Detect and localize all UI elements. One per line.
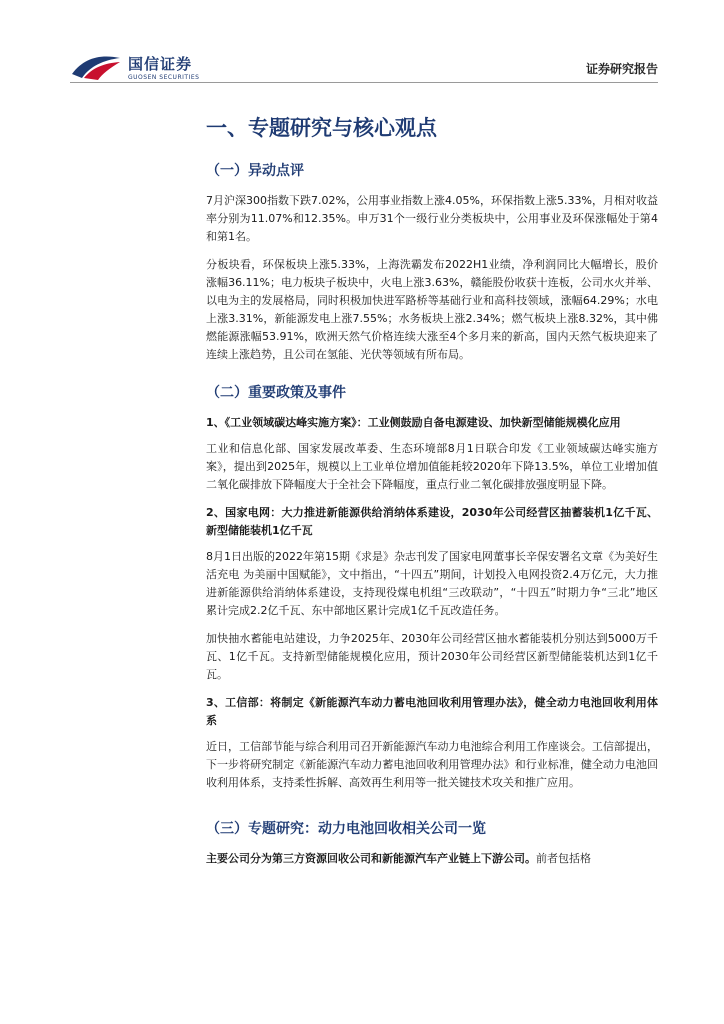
section-title: 一、专题研究与核心观点 <box>206 116 437 140</box>
policy-item-1-title: 1、《工业领域碳达峰实施方案》：工业侧鼓励自备电源建设、加快新型储能规模化应用 <box>206 416 621 429</box>
policy-item-3-title: 3、工信部：将制定《新能源汽车动力蓄电池回收利用管理办法》，健全动力电池回收利用体系 <box>206 696 658 727</box>
policy-item-2-body-1: 8月1日出版的2022年第15期《求是》杂志刊发了国家电网董事长辛保安署名文章《为美好生活充电 为美丽中国赋能》，文中指出，“十四五”期间，计划投入电网投资2.4万亿元，大力推进新能源供给消纳体系建设，支持现役煤电机组“三改联动”，“十四五”时期力争“三北”地区累计完成2.2亿千瓦、东中部地区累计完成1亿千瓦改造任务。 <box>206 550 658 617</box>
header-divider <box>70 82 658 83</box>
company-overview-bold: 主要公司分为第三方资源回收公司和新能源汽车产业链上下游公司。 <box>206 852 536 865</box>
paragraph-company-overview <box>206 850 658 868</box>
logo-english-name: GUOSEN SECURITIES <box>128 74 200 81</box>
report-type-label: 证券研究报告 <box>585 62 658 76</box>
company-overview-rest: 前者包括格 <box>536 852 591 865</box>
subsection-heading-policy: （二）重要政策及事件 <box>206 385 346 401</box>
guosen-logo-icon <box>70 50 124 82</box>
subsection-heading-anomaly: （一）异动点评 <box>206 163 304 179</box>
policy-item-1-body: 工业和信息化部、国家发展改革委、生态环境部8月1日联合印发《工业领域碳达峰实施方案》，提出到2025年，规模以上工业单位增加值能耗较2020年下降13.5%，单位工业增加值二氧化碳排放下降幅度大于全社会下降幅度，重点行业二氧化碳排放强度明显下降。 <box>206 442 658 491</box>
paragraph-index-performance: 7月沪深300指数下跌7.02%，公用事业指数上涨4.05%，环保指数上涨5.33%，月相对收益率分别为11.07%和12.35%。申万31个一级行业分类板块中，公用事业及环保涨幅处于第4和第1名。 <box>206 194 658 243</box>
company-logo <box>70 46 230 90</box>
logo-chinese-name: 国信证券 <box>128 55 193 73</box>
policy-item-2-body-2: 加快抽水蓄能电站建设，力争2025年、2030年公司经营区抽水蓄能装机分别达到5000万千瓦、1亿千瓦。支持新型储能规模化应用，预计2030年公司经营区新型储能装机达到1亿千瓦。 <box>206 632 658 681</box>
policy-item-2-title: 2、国家电网：大力推进新能源供给消纳体系建设，2030年公司经营区抽蓄装机1亿千瓦、新型储能装机1亿千瓦 <box>206 506 658 537</box>
report-body <box>206 112 658 878</box>
paragraph-sector-breakdown: 分板块看，环保板块上涨5.33%，上海洗霸发布2022H1业绩，净利润同比大幅增长，股价涨幅36.11%；电力板块子板块中，火电上涨3.63%，赣能股份收获十连板，公司水火并举、以电为主的发展格局，同时积极加快进军路桥等基础行业和高科技领域，涨幅64.29%；水电上涨3.31%，新能源发电上涨7.55%；水务板块上涨2.34%；燃气板块上涨8.32%，其中佛燃能源涨幅53.91%，欧洲天然气价格连续大涨至4个多月来的新高，国内天然气板块迎来了连续上涨趋势，且公司在氢能、光伏等领域有所布局。 <box>206 258 658 361</box>
policy-item-3-body: 近日，工信部节能与综合利用司召开新能源汽车动力电池综合利用工作座谈会。工信部提出，下一步将研究制定《新能源汽车动力蓄电池回收利用管理办法》和行业标准，健全动力电池回收利用体系，支持柔性拆解、高效再生利用等一批关键技术攻关和推广应用。 <box>206 740 658 789</box>
subsection-heading-research: （三）专题研究：动力电池回收相关公司一览 <box>206 821 486 837</box>
